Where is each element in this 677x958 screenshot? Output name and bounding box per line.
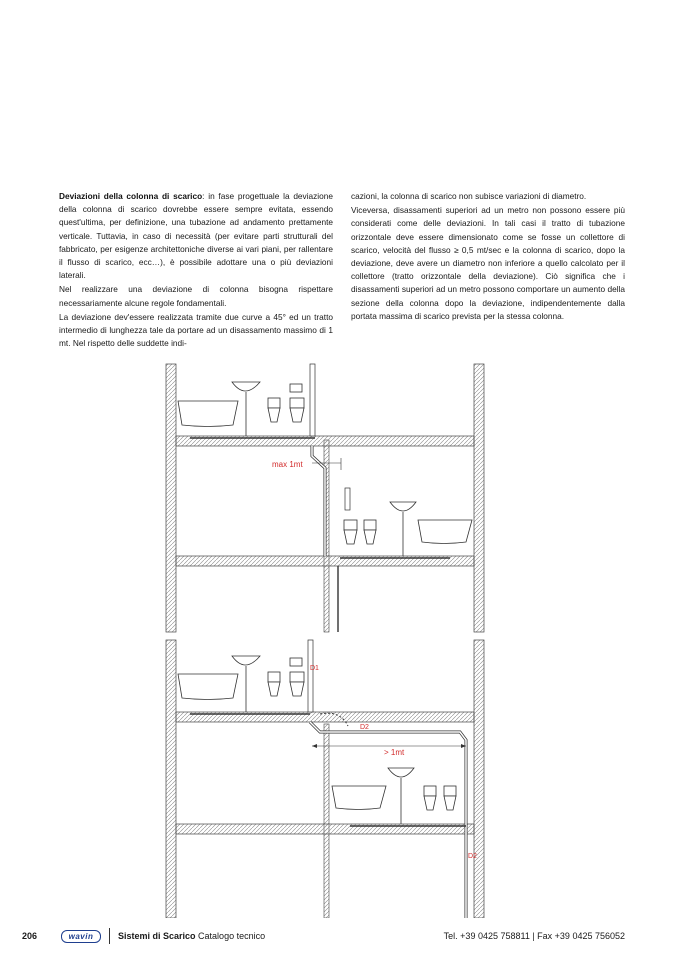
catalog-title-bold: Sistemi di Scarico <box>118 931 196 941</box>
diameter-label-d2: D2 <box>360 724 369 731</box>
page-footer <box>0 928 677 948</box>
paragraph <box>59 190 333 282</box>
wavin-logo: wavin <box>61 930 101 943</box>
catalog-title-rest: Catalogo tecnico <box>195 931 266 941</box>
paragraph: Nel realizzare una deviazione di colonna bisogna rispettare necessariamente alcune regole fondamentali. <box>59 284 333 308</box>
diameter-label-d2-lower: D2 <box>468 853 477 860</box>
dimension-label-max: max 1mt <box>272 460 303 469</box>
section-title: Deviazioni della colonna di scarico <box>59 191 203 201</box>
building-section-diagram <box>160 360 500 918</box>
dimension-label-gt: > 1mt <box>384 748 405 757</box>
upper-building-section <box>166 364 484 632</box>
text-column-left <box>59 190 333 351</box>
text-column-right <box>351 190 625 324</box>
paragraph-text: : in fase progettuale la deviazione della colonna di scarico dovrebbe essere sempre evitata, essendo quest'ultima, per definizione, una tubazione ad andamento prettamente verticale. Tuttavia, in caso di necessità (per evitare parti strutturali del fabbricato, per esigenze architettoniche diverse ai vari piani, per rallentare il flusso di scarico, ecc…), è possibile adottare una o più deviazioni laterali. <box>59 191 333 281</box>
paragraph: La deviazione dev'essere realizzata tramite due curve a 45° ed un tratto intermedio di lunghezza tale da portare ad un disassamento massimo di 1 mt. Nel rispetto delle suddette indi- <box>59 311 333 349</box>
lower-building-section <box>166 640 484 918</box>
page-number: 206 <box>22 931 38 941</box>
paragraph: cazioni, la colonna di scarico non subisce variazioni di diametro. <box>351 191 587 201</box>
paragraph: Viceversa, disassamenti superiori ad un metro non possono essere più considerati come delle deviazioni. In tali casi il tratto di tubazione orizzontale deve essere dimensionato come se fosse un collettore di scarico, velocità del flusso ≥ 0,5 mt/sec e la colonna di scarico, dopo la deviazione, deve avere un diametro non inferiore a quello calcolato per il collettore (tratto orizzontale della deviazione). Ciò significa che i disassamenti superiori ad un metro possono comportare un aumento della sezione della colonna dopo la deviazione, indipendentemente dalla portata massima di scarico prevista per la stessa colonna. <box>351 205 625 321</box>
diameter-label-d1: D1 <box>310 665 319 672</box>
footer-divider <box>109 928 110 944</box>
catalog-title <box>118 931 265 941</box>
contact-info: Tel. +39 0425 758811 | Fax +39 0425 756052 <box>443 931 625 941</box>
